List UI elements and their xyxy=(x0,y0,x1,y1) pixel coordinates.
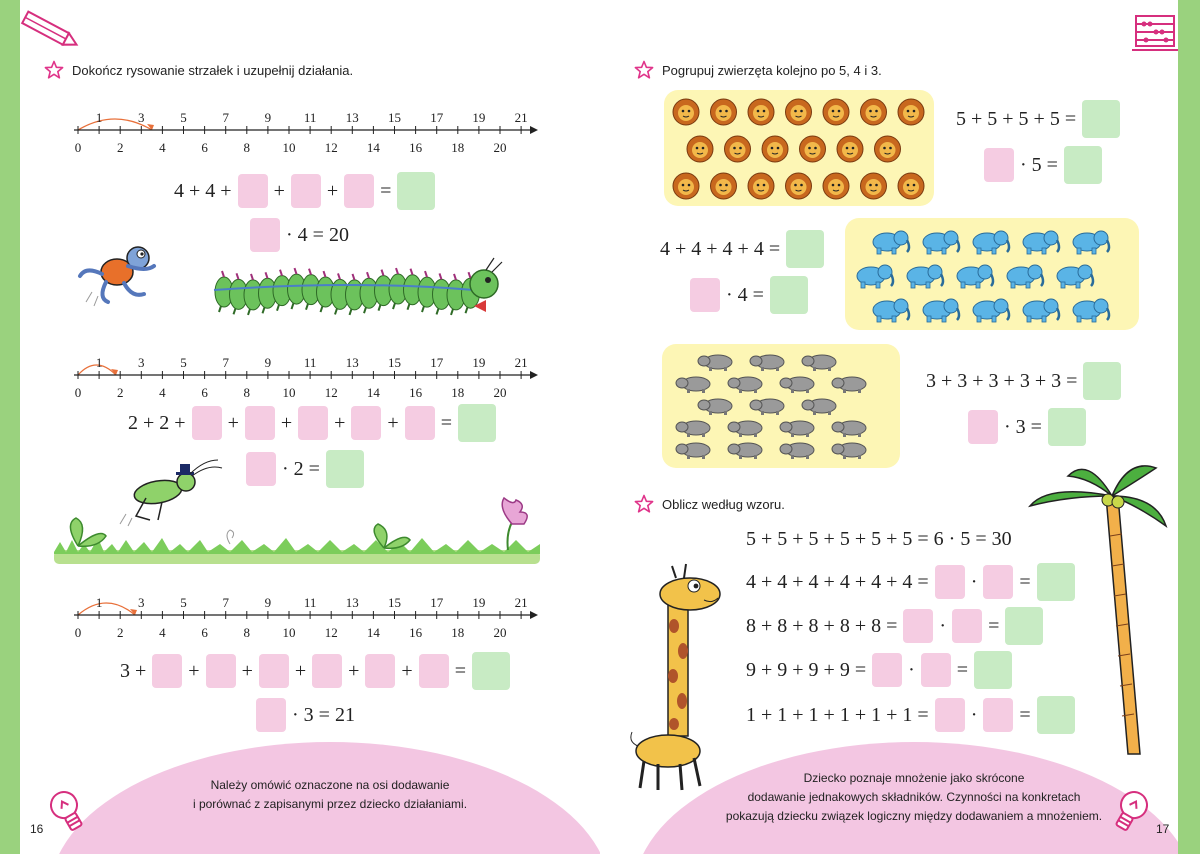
spider-illustration xyxy=(72,236,162,308)
hippo-icon xyxy=(728,421,762,437)
caterpillar-leg xyxy=(234,308,236,314)
hippos-product xyxy=(968,408,1086,446)
tick-label-even: 16 xyxy=(409,385,423,400)
left-edge-strip xyxy=(0,0,20,854)
lion-icon xyxy=(673,173,699,199)
elephant-icon xyxy=(973,299,1009,322)
tick-label-odd: 9 xyxy=(264,595,272,610)
lion-icon xyxy=(786,99,812,125)
tick-label-odd: 13 xyxy=(345,355,359,370)
elephants-product xyxy=(690,276,808,314)
elephant-icon xyxy=(873,299,909,322)
exercise1-mult: · 4 = 20 xyxy=(286,223,349,246)
lions-eq: 5 + 5 + 5 + 5 = xyxy=(956,107,1077,130)
tick-label-even: 12 xyxy=(324,385,338,400)
tick-label-odd: 11 xyxy=(303,595,317,610)
lion-icon xyxy=(861,173,887,199)
caterpillar-head xyxy=(470,270,498,298)
pencil-icon xyxy=(20,10,84,50)
tick-label-even: 8 xyxy=(243,625,251,640)
giraffe-illustration xyxy=(628,556,748,796)
caterpillar-bristle xyxy=(338,273,340,279)
exercise1-product xyxy=(250,218,349,252)
hippo-icon xyxy=(832,443,866,459)
caterpillar-leg xyxy=(379,305,381,311)
right-page xyxy=(600,0,1178,854)
tick-label-even: 2 xyxy=(116,625,124,640)
page-number-left: 16 xyxy=(30,822,44,836)
equals-sign: = xyxy=(988,614,1000,637)
dot-sign: · xyxy=(970,703,978,726)
note-right-line1: Dziecko poznaje mnożenie jako skrócone xyxy=(803,771,1025,785)
instruction-text: Pogrupuj zwierzęta kolejno po 5, 4 i 3. xyxy=(662,62,882,78)
answer-box[interactable] xyxy=(405,406,435,440)
caterpillar-bristle xyxy=(309,269,311,275)
tick-label-even: 2 xyxy=(116,140,124,155)
dot-sign: · xyxy=(939,614,947,637)
caterpillar-bristle xyxy=(411,269,413,275)
tick-label-even: 6 xyxy=(201,385,208,400)
abacus-icon xyxy=(1132,12,1178,52)
tick-label-odd: 17 xyxy=(430,110,444,125)
grass-illustration xyxy=(54,494,540,574)
hippo-icon xyxy=(750,355,784,371)
tick-label-odd: 17 xyxy=(430,355,444,370)
hippo-icon xyxy=(676,443,710,459)
tick-label-even: 0 xyxy=(74,625,82,640)
note-left-line2: i porównać z zapisanymi przez dziecko działaniami. xyxy=(192,797,468,811)
lion-icon xyxy=(711,99,737,125)
tick-label-even: 8 xyxy=(243,385,251,400)
equals-sign: = xyxy=(1019,703,1031,726)
hippo-icon xyxy=(780,443,814,459)
note-left-line1: Należy omówić oznaczone na osi dodawanie xyxy=(210,778,450,792)
caterpillar-illustration xyxy=(204,256,504,322)
instruction-right-2 xyxy=(634,494,785,514)
tick-label-even: 20 xyxy=(493,385,507,400)
answer-box[interactable] xyxy=(312,654,342,688)
formula-row-3 xyxy=(746,651,1012,689)
tick-label-odd: 15 xyxy=(388,595,401,610)
elephant-icon xyxy=(1023,299,1059,322)
tick-label-even: 14 xyxy=(366,140,380,155)
caterpillar-leg xyxy=(364,307,366,313)
plus-sign: + xyxy=(326,179,339,202)
tick-label-even: 14 xyxy=(366,385,380,400)
elephant-icon xyxy=(957,265,993,288)
answer-box[interactable] xyxy=(983,565,1013,599)
answer-box[interactable] xyxy=(206,654,236,688)
caterpillar-leg xyxy=(408,304,410,310)
tick-label-even: 20 xyxy=(493,625,507,640)
answer-box[interactable] xyxy=(351,406,381,440)
exercise3-start: 3 + xyxy=(120,659,147,682)
tick-label-odd: 1 xyxy=(95,110,103,125)
elephants-mult: · 4 = xyxy=(726,283,764,306)
caterpillar-bristle xyxy=(295,268,297,274)
caterpillar-leg xyxy=(350,309,352,315)
number-line-1 xyxy=(68,100,548,158)
tick-label-odd: 19 xyxy=(472,355,486,370)
elephant-icon xyxy=(1023,231,1059,254)
equals-sign: = xyxy=(1019,570,1031,593)
tick-label-odd: 1 xyxy=(95,595,103,610)
tick-label-even: 4 xyxy=(159,140,166,155)
answer-box[interactable] xyxy=(903,609,933,643)
hippos-mult: · 3 = xyxy=(1004,415,1042,438)
caterpillar-bristle xyxy=(353,274,355,280)
caterpillar-bristle xyxy=(280,270,282,276)
result-box[interactable] xyxy=(974,651,1012,689)
exercise1-start: 4 + 4 + xyxy=(174,179,232,202)
equals-sign: = xyxy=(956,658,969,681)
star-icon xyxy=(634,494,654,514)
tick-label-odd: 17 xyxy=(430,595,444,610)
caterpillar-bristle xyxy=(237,273,239,279)
hippo-icon xyxy=(802,355,836,371)
result-box[interactable] xyxy=(786,230,824,268)
number-line-3 xyxy=(68,585,548,643)
caterpillar-bristle xyxy=(396,268,398,274)
right-edge-strip xyxy=(1178,0,1200,854)
caterpillar-bristle xyxy=(440,273,442,279)
result-box[interactable] xyxy=(1048,408,1086,446)
lion-icon xyxy=(748,173,774,199)
tick-label-odd: 3 xyxy=(138,110,145,125)
answer-box[interactable] xyxy=(344,174,374,208)
lions-product xyxy=(984,146,1102,184)
tick-label-even: 4 xyxy=(159,385,166,400)
tick-label-odd: 5 xyxy=(180,355,187,370)
caterpillar-bristle xyxy=(367,272,369,278)
tick-label-odd: 21 xyxy=(514,595,528,610)
formula-row-2 xyxy=(746,607,1043,645)
tick-label-even: 20 xyxy=(493,140,507,155)
lion-icon xyxy=(898,173,924,199)
answer-box[interactable] xyxy=(246,452,276,486)
tick-label-odd: 7 xyxy=(222,595,229,610)
plus-sign: + xyxy=(227,411,239,434)
answer-box[interactable] xyxy=(256,698,286,732)
formula-example: 5 + 5 + 5 + 5 + 5 + 5 = 6 · 5 = 30 xyxy=(746,527,1012,550)
caterpillar-bristle xyxy=(222,271,224,277)
caterpillar-leg xyxy=(451,309,453,315)
hippos-panel xyxy=(662,344,900,468)
exercise2-mult: · 2 = xyxy=(282,457,320,480)
elephant-icon xyxy=(923,299,959,322)
hippo-icon xyxy=(832,377,866,393)
lion-icon xyxy=(687,136,713,162)
tick-label-odd: 21 xyxy=(514,355,528,370)
answer-box[interactable] xyxy=(921,653,951,687)
caterpillar-leg xyxy=(321,306,323,312)
caterpillar-leg xyxy=(248,309,250,315)
result-box[interactable] xyxy=(472,652,510,690)
exercise2-sum xyxy=(128,404,496,442)
hippo-icon xyxy=(802,399,836,415)
caterpillar-leg xyxy=(263,307,265,313)
tick-label-odd: 21 xyxy=(514,110,528,125)
lion-icon xyxy=(823,99,849,125)
lions-panel xyxy=(664,90,934,206)
elephant-icon xyxy=(1073,299,1109,322)
hippo-icon xyxy=(676,421,710,437)
plus-sign: + xyxy=(280,411,293,434)
plus-sign: + xyxy=(334,411,346,434)
elephants-eq: 4 + 4 + 4 + 4 = xyxy=(660,237,781,260)
tick-label-even: 6 xyxy=(201,140,208,155)
hippos-sum xyxy=(926,362,1121,400)
lion-icon xyxy=(875,136,901,162)
note-right-line3: pokazują dziecku związek logiczny między dodawaniem a mnożeniem. xyxy=(725,809,1103,823)
exercise2-product xyxy=(246,450,364,488)
answer-box[interactable] xyxy=(238,174,268,208)
caterpillar-leg xyxy=(277,305,279,311)
note-left xyxy=(130,776,530,814)
elephants-panel xyxy=(845,218,1139,330)
result-box[interactable] xyxy=(458,404,496,442)
equals-sign: = xyxy=(380,179,392,202)
formula-row-4 xyxy=(746,696,1075,734)
caterpillar-bristle xyxy=(469,272,471,278)
formula-row-eq: 1 + 1 + 1 + 1 + 1 + 1 = xyxy=(746,703,929,726)
lion-icon xyxy=(711,173,737,199)
caterpillar-eye xyxy=(485,277,491,283)
caterpillar-leg xyxy=(292,303,294,309)
result-box[interactable] xyxy=(770,276,808,314)
caterpillar-bristle xyxy=(382,270,384,276)
plus-sign: + xyxy=(294,659,307,682)
lions-mult: · 5 = xyxy=(1020,153,1058,176)
tick-label-even: 8 xyxy=(243,140,251,155)
elephant-icon xyxy=(1073,231,1109,254)
tick-label-even: 18 xyxy=(451,385,465,400)
answer-box[interactable] xyxy=(952,609,982,643)
hippo-icon xyxy=(698,399,732,415)
hippo-icon xyxy=(728,377,762,393)
tick-label-even: 16 xyxy=(409,140,423,155)
lightbulb-icon xyxy=(1100,782,1160,842)
equals-sign: = xyxy=(454,659,466,682)
answer-box[interactable] xyxy=(291,174,321,208)
elephant-icon xyxy=(907,265,943,288)
tick-label-even: 10 xyxy=(282,140,296,155)
answer-box[interactable] xyxy=(872,653,902,687)
equals-sign: = xyxy=(440,411,452,434)
tick-label-even: 12 xyxy=(324,140,338,155)
answer-box[interactable] xyxy=(365,654,395,688)
number-line-2 xyxy=(68,345,548,403)
lion-icon xyxy=(748,99,774,125)
formula-row-eq: 4 + 4 + 4 + 4 + 4 + 4 = xyxy=(746,570,929,593)
star-icon xyxy=(44,60,64,80)
caterpillar-leg xyxy=(393,303,395,309)
tick-label-odd: 15 xyxy=(388,110,401,125)
star-icon xyxy=(634,60,654,80)
caterpillar-antenna xyxy=(486,258,502,272)
plus-sign: + xyxy=(188,659,200,682)
elephant-icon xyxy=(1057,265,1093,288)
tick-label-even: 12 xyxy=(324,625,338,640)
plus-sign: + xyxy=(387,411,399,434)
tick-label-odd: 11 xyxy=(303,110,317,125)
lion-icon xyxy=(861,99,887,125)
tick-label-odd: 9 xyxy=(264,110,272,125)
tick-label-even: 16 xyxy=(409,625,423,640)
result-box[interactable] xyxy=(1082,100,1120,138)
tick-label-odd: 3 xyxy=(138,595,145,610)
lion-icon xyxy=(800,136,826,162)
tick-label-even: 2 xyxy=(116,385,124,400)
plus-sign: + xyxy=(241,659,253,682)
plus-sign: + xyxy=(273,179,285,202)
lion-icon xyxy=(762,136,788,162)
formula-row-eq: 9 + 9 + 9 + 9 = xyxy=(746,658,867,681)
tick-label-even: 0 xyxy=(74,385,82,400)
note-right-line2: dodawanie jednakowych składników. Czynności na konkretach xyxy=(747,790,1081,804)
answer-box[interactable] xyxy=(968,410,998,444)
instruction-left xyxy=(44,60,353,80)
answer-box[interactable] xyxy=(250,218,280,252)
tick-label-even: 10 xyxy=(282,385,296,400)
caterpillar-leg xyxy=(306,304,308,310)
plus-sign: + xyxy=(348,659,360,682)
answer-box[interactable] xyxy=(935,565,965,599)
lion-icon xyxy=(837,136,863,162)
tick-label-odd: 7 xyxy=(222,110,229,125)
caterpillar-leg xyxy=(466,307,468,313)
answer-box[interactable] xyxy=(259,654,289,688)
answer-box[interactable] xyxy=(298,406,328,440)
tick-label-even: 18 xyxy=(451,625,465,640)
answer-box[interactable] xyxy=(152,654,182,688)
caterpillar-leg xyxy=(437,308,439,314)
caterpillar-bristle xyxy=(266,272,268,278)
tick-label-odd: 1 xyxy=(95,355,103,370)
dot-sign: · xyxy=(908,658,915,681)
result-box[interactable] xyxy=(397,172,435,210)
hippo-icon xyxy=(698,355,732,371)
elephant-icon xyxy=(973,231,1009,254)
lion-icon xyxy=(673,99,699,125)
note-right xyxy=(694,769,1134,826)
hippo-icon xyxy=(676,377,710,393)
formula-row-1 xyxy=(746,563,1075,601)
instruction-text: Oblicz według wzoru. xyxy=(662,496,785,512)
hippo-icon xyxy=(750,399,784,415)
tick-label-odd: 11 xyxy=(303,355,317,370)
exercise3-sum xyxy=(120,652,510,690)
elephant-icon xyxy=(857,265,893,288)
tick-label-even: 10 xyxy=(282,625,296,640)
elephants-sum xyxy=(660,230,824,268)
hippo-icon xyxy=(780,377,814,393)
dot-sign: · xyxy=(970,570,978,593)
caterpillar-bristle xyxy=(425,271,427,277)
tick-label-odd: 19 xyxy=(472,595,486,610)
lion-icon xyxy=(725,136,751,162)
answer-box[interactable] xyxy=(935,698,965,732)
caterpillar-bristle xyxy=(324,271,326,277)
tick-label-odd: 5 xyxy=(180,595,187,610)
tick-label-odd: 9 xyxy=(264,355,272,370)
page-number-right: 17 xyxy=(1156,822,1170,836)
tick-label-odd: 15 xyxy=(388,355,401,370)
answer-box[interactable] xyxy=(419,654,449,688)
lion-icon xyxy=(898,99,924,125)
caterpillar-leg xyxy=(335,308,337,314)
exercise3-mult: · 3 = 21 xyxy=(292,703,355,726)
tick-label-odd: 3 xyxy=(138,355,145,370)
lion-icon xyxy=(786,173,812,199)
lions-sum xyxy=(956,100,1120,138)
formula-row-eq: 8 + 8 + 8 + 8 + 8 = xyxy=(746,614,898,637)
tick-label-even: 18 xyxy=(451,140,465,155)
tick-label-odd: 13 xyxy=(345,595,359,610)
elephant-icon xyxy=(1007,265,1043,288)
tick-label-odd: 19 xyxy=(472,110,486,125)
tick-label-odd: 5 xyxy=(180,110,187,125)
answer-box[interactable] xyxy=(984,148,1014,182)
plus-sign: + xyxy=(401,659,413,682)
instruction-text: Dokończ rysowanie strzałek i uzupełnij działania. xyxy=(72,62,354,78)
result-box[interactable] xyxy=(1083,362,1121,400)
tick-label-even: 14 xyxy=(366,625,380,640)
tick-label-even: 6 xyxy=(201,625,208,640)
lightbulb-icon xyxy=(38,782,98,842)
answer-box[interactable] xyxy=(690,278,720,312)
palm-tree-illustration xyxy=(1028,456,1168,756)
answer-box[interactable] xyxy=(245,406,275,440)
tick-label-odd: 13 xyxy=(345,110,359,125)
caterpillar-bristle xyxy=(454,274,456,280)
caterpillar-leg xyxy=(422,306,424,312)
tick-label-even: 4 xyxy=(159,625,166,640)
hippos-eq: 3 + 3 + 3 + 3 + 3 = xyxy=(926,369,1078,392)
answer-box[interactable] xyxy=(983,698,1013,732)
instruction-right-1 xyxy=(634,60,882,80)
caterpillar-leg xyxy=(219,306,221,312)
exercise3-product xyxy=(256,698,355,732)
answer-box[interactable] xyxy=(192,406,222,440)
exercise1-sum xyxy=(174,172,435,210)
hippo-icon xyxy=(780,421,814,437)
exercise2-start: 2 + 2 + xyxy=(128,411,186,434)
result-box[interactable] xyxy=(326,450,364,488)
hippo-icon xyxy=(832,421,866,437)
lion-icon xyxy=(823,173,849,199)
left-page xyxy=(20,0,600,854)
caterpillar-bristle xyxy=(251,274,253,280)
tick-label-odd: 7 xyxy=(222,355,229,370)
tick-label-even: 0 xyxy=(74,140,82,155)
hippo-icon xyxy=(728,443,762,459)
elephant-icon xyxy=(873,231,909,254)
elephant-icon xyxy=(923,231,959,254)
result-box[interactable] xyxy=(1064,146,1102,184)
